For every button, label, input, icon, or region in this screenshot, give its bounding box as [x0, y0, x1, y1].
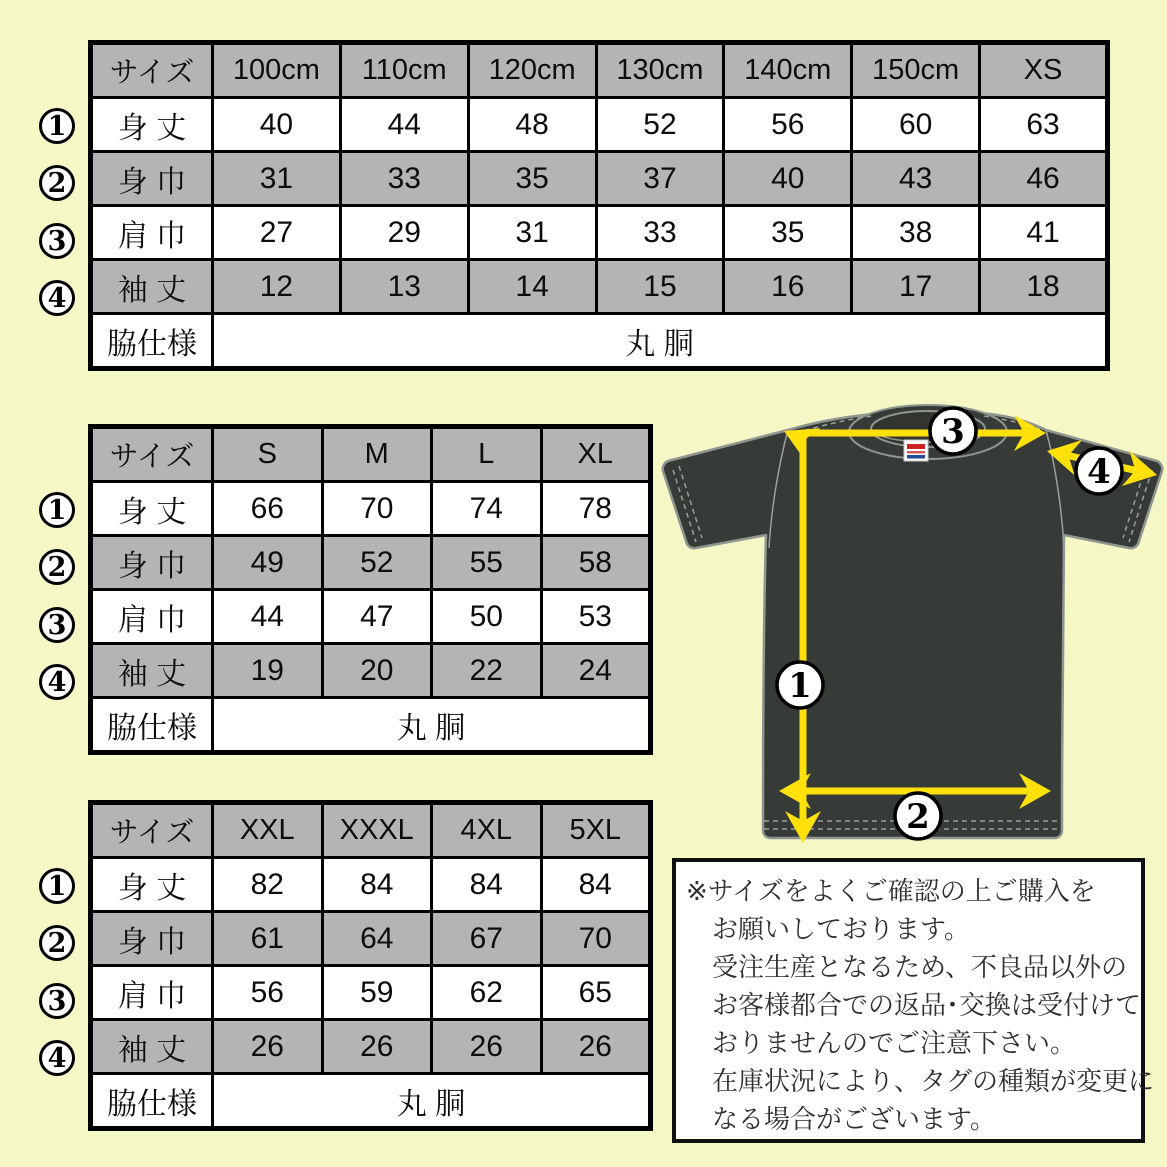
row-number-2: 2	[39, 925, 75, 961]
size-value: 40	[724, 152, 852, 206]
size-value: 38	[852, 206, 980, 260]
table-row	[91, 482, 651, 536]
size-value: 14	[468, 260, 596, 314]
size-value: 56	[724, 98, 852, 152]
size-value: 40	[213, 98, 341, 152]
svg-text:2: 2	[906, 797, 930, 837]
table-row	[91, 206, 1108, 260]
size-header-cell: 100cm	[213, 43, 341, 98]
size-table-adult	[88, 424, 653, 755]
size-value: 20	[322, 644, 432, 698]
size-table-big	[88, 800, 653, 1131]
measure-label: 肩 巾	[91, 590, 213, 644]
size-value: 37	[596, 152, 724, 206]
side-spec-label: 脇仕様	[91, 1074, 213, 1129]
table-footer-row	[91, 1074, 651, 1129]
size-header-cell: 120cm	[468, 43, 596, 98]
size-value: 26	[541, 1020, 651, 1074]
size-header-cell: 140cm	[724, 43, 852, 98]
row-number-2: 2	[39, 549, 75, 585]
tshirt-measurement-diagram	[660, 402, 1165, 857]
size-value: 78	[541, 482, 651, 536]
size-header-cell: L	[432, 427, 542, 482]
size-value: 84	[432, 858, 542, 912]
size-value: 26	[322, 1020, 432, 1074]
size-value: 82	[213, 858, 323, 912]
size-header-cell: XXL	[213, 803, 323, 858]
row-number-4: 4	[39, 1040, 75, 1076]
size-value: 66	[213, 482, 323, 536]
size-header-cell: M	[322, 427, 432, 482]
table-row	[91, 260, 1108, 314]
size-header-cell: 150cm	[852, 43, 980, 98]
size-value: 62	[432, 966, 542, 1020]
size-value: 35	[468, 152, 596, 206]
size-value: 56	[213, 966, 323, 1020]
measure-label: 身 丈	[91, 858, 213, 912]
notice-line: なる場合がございます。	[712, 1104, 996, 1134]
row-number-4: 4	[39, 280, 75, 316]
size-table-kids	[88, 40, 1110, 371]
side-spec-value: 丸 胴	[213, 1074, 651, 1129]
size-value: 17	[852, 260, 980, 314]
size-value: 31	[468, 206, 596, 260]
row-number-1: 1	[39, 868, 75, 904]
side-spec-value: 丸 胴	[213, 314, 1108, 369]
diagram-number-1	[777, 662, 823, 708]
notice-line: お客様都合での返品･交換は受付けて	[712, 990, 1142, 1020]
size-value: 26	[213, 1020, 323, 1074]
size-value: 53	[541, 590, 651, 644]
side-spec-value: 丸 胴	[213, 698, 651, 753]
measure-label: 袖 丈	[91, 1020, 213, 1074]
table-row	[91, 536, 651, 590]
table-row	[91, 858, 651, 912]
table-row	[91, 966, 651, 1020]
size-value: 13	[340, 260, 468, 314]
size-value: 58	[541, 536, 651, 590]
size-value: 67	[432, 912, 542, 966]
table-row	[91, 590, 651, 644]
brand-tag-icon	[904, 440, 928, 461]
size-value: 26	[432, 1020, 542, 1074]
size-value: 49	[213, 536, 323, 590]
table-row	[91, 1020, 651, 1074]
svg-text:4: 4	[1087, 452, 1111, 492]
diagram-number-3	[930, 408, 976, 454]
size-header-cell: XS	[980, 43, 1108, 98]
measure-label: 身 巾	[91, 536, 213, 590]
size-value: 63	[980, 98, 1108, 152]
table-row	[91, 912, 651, 966]
row-number-3: 3	[39, 607, 75, 643]
size-value: 74	[432, 482, 542, 536]
size-value: 70	[541, 912, 651, 966]
size-value: 60	[852, 98, 980, 152]
size-header-cell: 4XL	[432, 803, 542, 858]
measure-label: 袖 丈	[91, 644, 213, 698]
table-footer-row	[91, 698, 651, 753]
notice-line: ※サイズをよくご確認の上ご購入を	[686, 876, 1096, 906]
side-spec-label: 脇仕様	[91, 314, 213, 369]
size-value: 70	[322, 482, 432, 536]
size-value: 44	[213, 590, 323, 644]
size-value: 22	[432, 644, 542, 698]
size-value: 52	[322, 536, 432, 590]
diagram-number-2	[895, 793, 941, 839]
size-value: 84	[322, 858, 432, 912]
table-header-row	[91, 427, 651, 482]
measure-label: 肩 巾	[91, 206, 213, 260]
table-footer-row	[91, 314, 1108, 369]
row-number-4: 4	[39, 664, 75, 700]
side-spec-label: 脇仕様	[91, 698, 213, 753]
notice-line: 在庫状況により、タグの種類が変更に	[712, 1066, 1155, 1096]
size-value: 59	[322, 966, 432, 1020]
size-value: 15	[596, 260, 724, 314]
size-value: 64	[322, 912, 432, 966]
measure-label: 身 巾	[91, 912, 213, 966]
size-value: 65	[541, 966, 651, 1020]
size-value: 55	[432, 536, 542, 590]
svg-text:3: 3	[941, 412, 965, 452]
size-value: 52	[596, 98, 724, 152]
size-value: 35	[724, 206, 852, 260]
svg-text:1: 1	[788, 666, 812, 706]
measure-label: 身 丈	[91, 482, 213, 536]
purchase-notice-box	[672, 858, 1155, 1143]
size-header-cell: S	[213, 427, 323, 482]
size-value: 27	[213, 206, 341, 260]
notice-line: おりませんのでご注意下さい。	[712, 1028, 1077, 1058]
size-value: 84	[541, 858, 651, 912]
diagram-number-4	[1076, 448, 1122, 494]
measure-label: 肩 巾	[91, 966, 213, 1020]
row-number-1: 1	[39, 492, 75, 528]
size-value: 19	[213, 644, 323, 698]
size-value: 41	[980, 206, 1108, 260]
size-header-cell: 110cm	[340, 43, 468, 98]
size-value: 31	[213, 152, 341, 206]
measure-label: 身 丈	[91, 98, 213, 152]
measure-label: 身 巾	[91, 152, 213, 206]
size-value: 16	[724, 260, 852, 314]
size-value: 24	[541, 644, 651, 698]
row-number-1: 1	[39, 108, 75, 144]
size-header-cell: サイズ	[91, 43, 213, 98]
table-header-row	[91, 803, 651, 858]
notice-line: お願いしております。	[712, 914, 970, 944]
size-value: 43	[852, 152, 980, 206]
row-number-2: 2	[39, 165, 75, 201]
size-value: 50	[432, 590, 542, 644]
size-header-cell: 5XL	[541, 803, 651, 858]
size-value: 12	[213, 260, 341, 314]
size-value: 33	[340, 152, 468, 206]
size-value: 48	[468, 98, 596, 152]
size-value: 33	[596, 206, 724, 260]
size-header-cell: XL	[541, 427, 651, 482]
size-value: 29	[340, 206, 468, 260]
size-value: 61	[213, 912, 323, 966]
size-header-cell: サイズ	[91, 427, 213, 482]
size-header-cell: サイズ	[91, 803, 213, 858]
table-row	[91, 644, 651, 698]
notice-line: 受注生産となるため、不良品以外の	[712, 952, 1127, 982]
row-number-3: 3	[39, 223, 75, 259]
table-header-row	[91, 43, 1108, 98]
size-value: 46	[980, 152, 1108, 206]
size-header-cell: 130cm	[596, 43, 724, 98]
size-value: 44	[340, 98, 468, 152]
table-row	[91, 152, 1108, 206]
table-row	[91, 98, 1108, 152]
size-value: 47	[322, 590, 432, 644]
measure-label: 袖 丈	[91, 260, 213, 314]
size-header-cell: XXXL	[322, 803, 432, 858]
row-number-3: 3	[39, 983, 75, 1019]
size-value: 18	[980, 260, 1108, 314]
